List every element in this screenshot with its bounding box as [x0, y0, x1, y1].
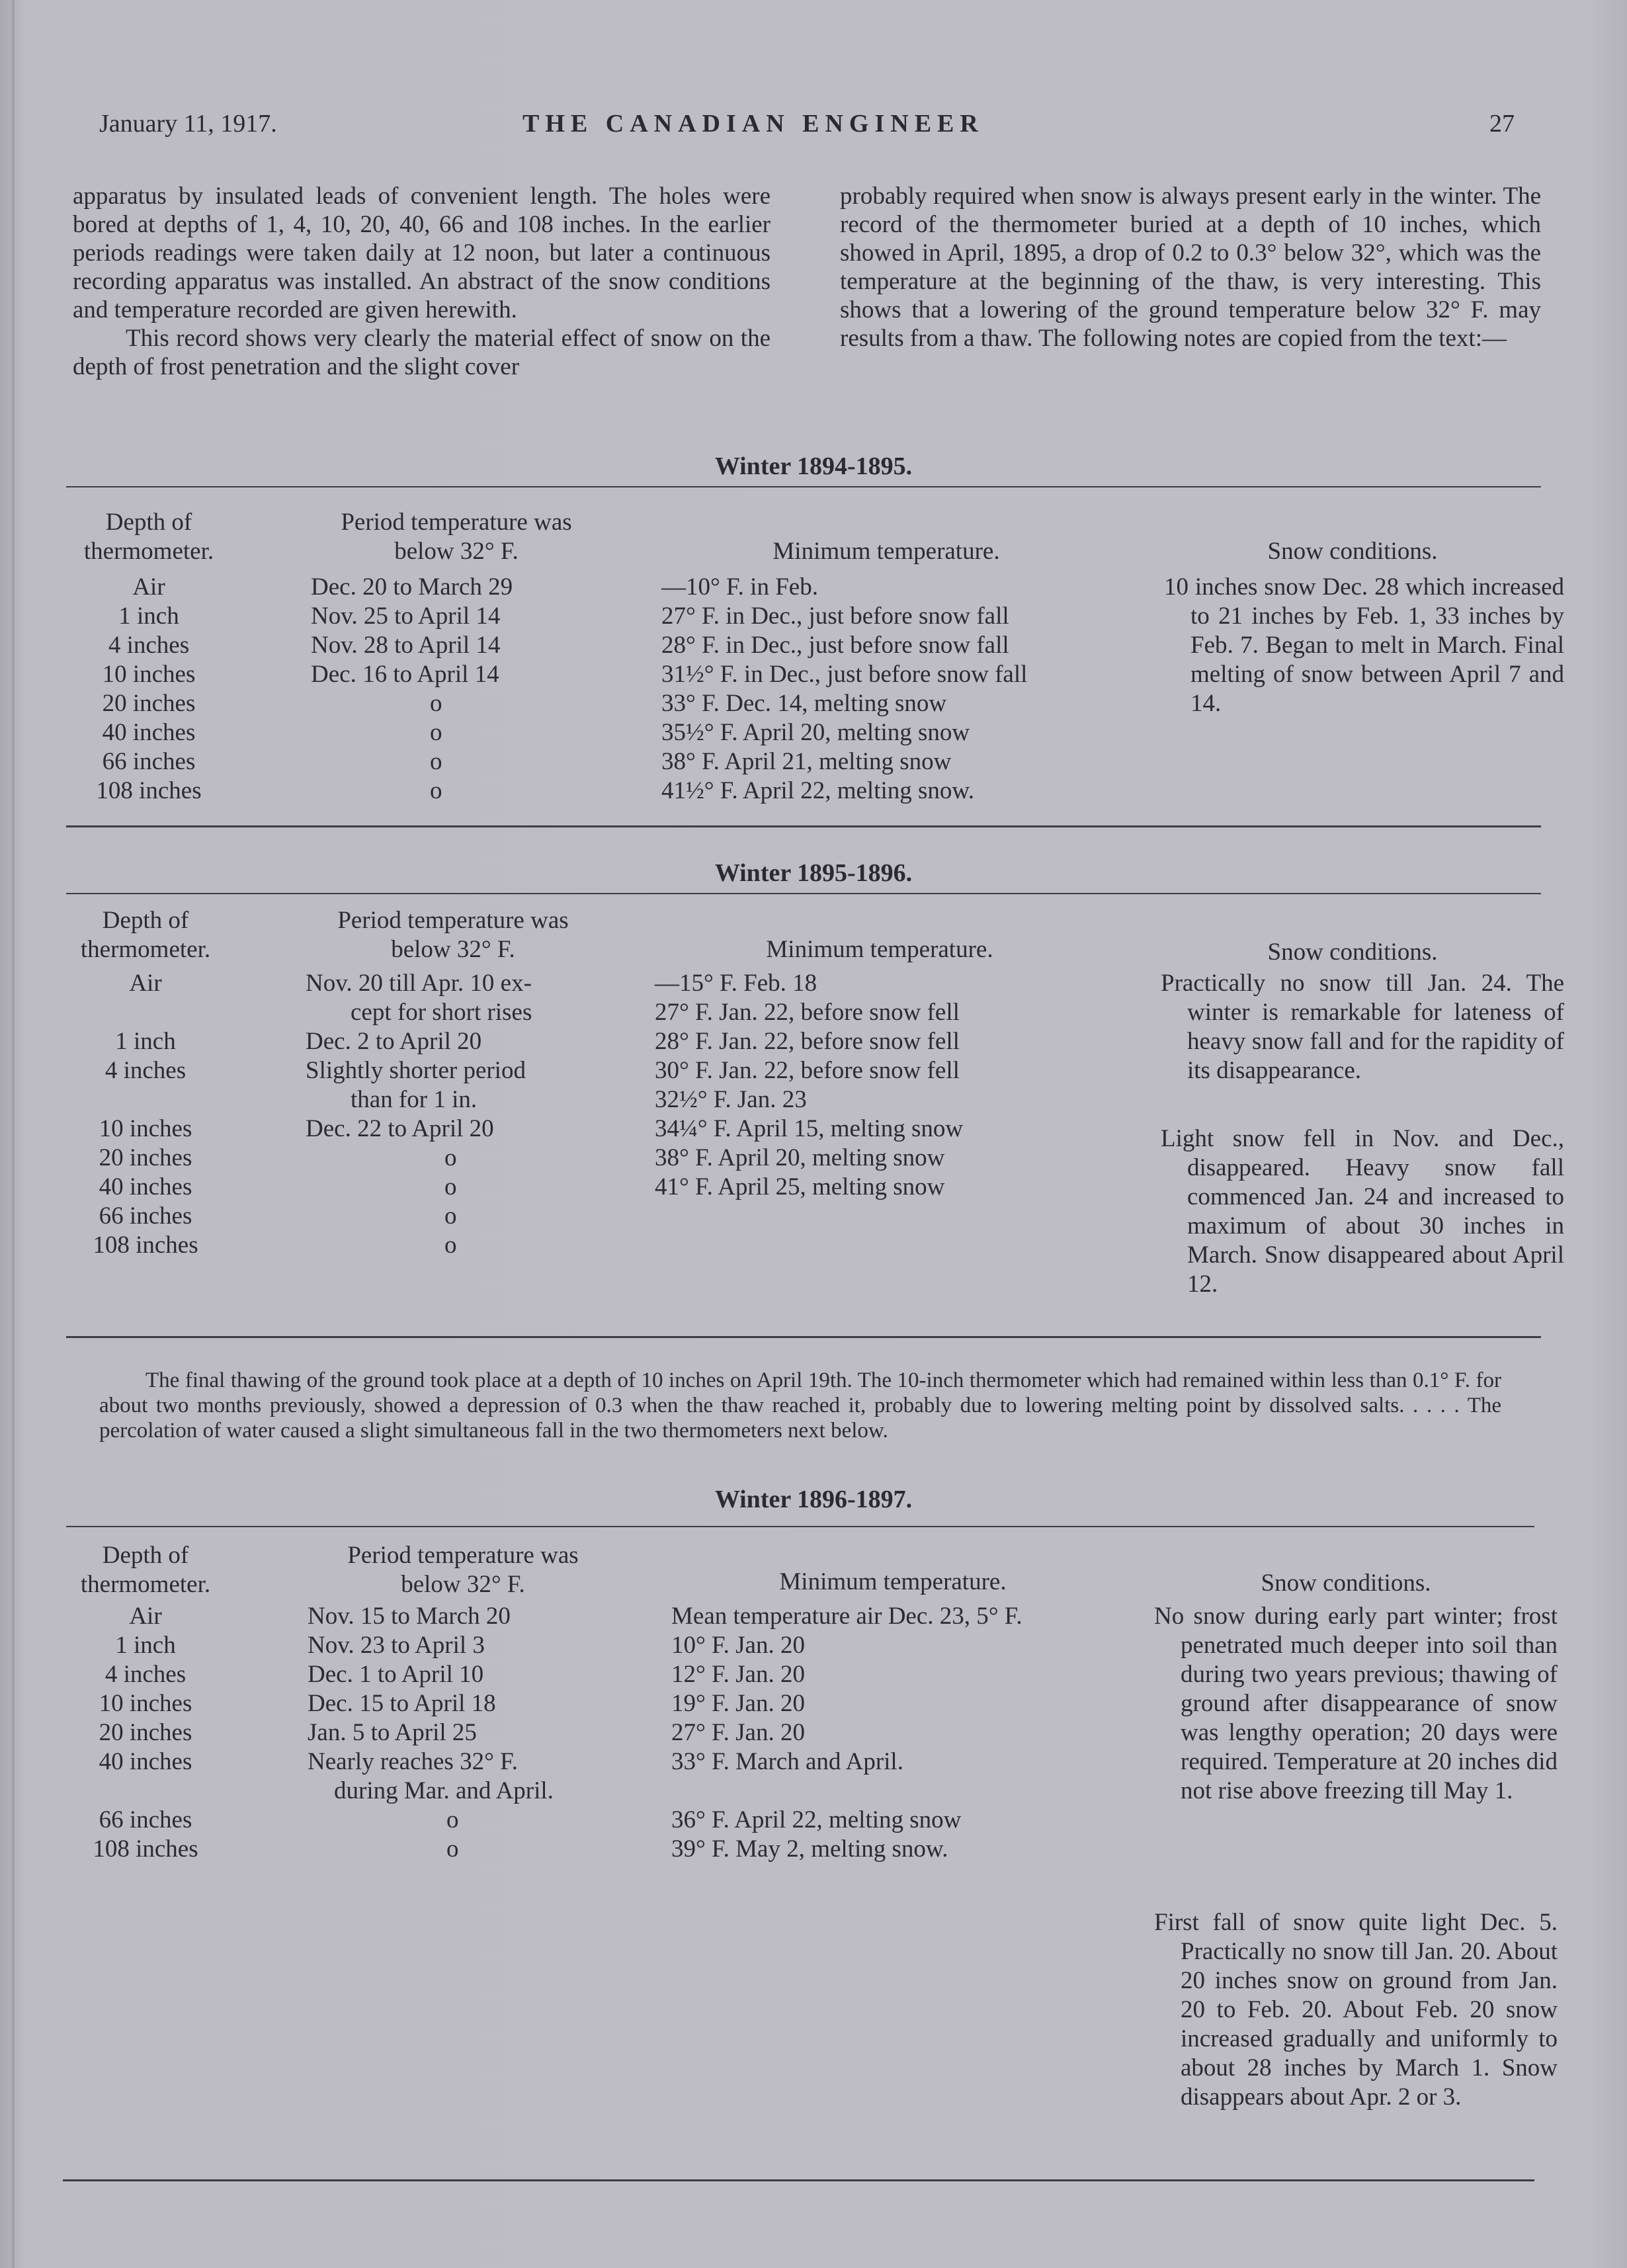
- table-cell: Air: [129, 1603, 162, 1630]
- period-column-1895: [306, 969, 610, 1260]
- table-cell: Dec. 22 to April 20: [306, 1115, 494, 1142]
- rule: [66, 825, 1541, 827]
- snow-conditions-1896-b: First fall of snow quite light Dec. 5. Practically no snow till Jan. 20. About 20 inches snow on ground from Jan. 20 to Feb. 20. About Feb. 20 snow increased gradually and uniformly to about 28 inches by March 1. Snow disappears about Apr. 2 or 3.: [1154, 1909, 1558, 2111]
- table-cell: Dec. 1 to April 10: [308, 1661, 484, 1688]
- table-cell: 30° F. Jan. 22, before snow fell: [655, 1057, 960, 1084]
- table-cell: Nearly reaches 32° F.: [308, 1748, 518, 1775]
- table-cell: 36° F. April 22, melting snow: [671, 1806, 962, 1833]
- header-line: Period temperature was: [341, 509, 572, 536]
- winter-1895-title: Winter 1895-1896.: [714, 859, 913, 887]
- snow-conditions-1895-a: Practically no snow till Jan. 24. The winter is remarkable for lateness of heavy snow fall and for the rapidity of its disappearance.: [1161, 970, 1564, 1084]
- table-cell: Dec. 15 to April 18: [308, 1690, 496, 1717]
- rule: [66, 1336, 1541, 1338]
- intro-right-column: [840, 182, 1541, 353]
- table-cell: o: [444, 1202, 457, 1230]
- minimum-column-1894: [661, 573, 1124, 806]
- depth-column-1894: [69, 573, 228, 806]
- column-header-snow: Snow conditions.: [1261, 1570, 1431, 1597]
- table-cell: 4 inches: [104, 1057, 187, 1084]
- table-cell: than for 1 in.: [351, 1086, 478, 1113]
- table-cell: 35½° F. April 20, melting snow: [661, 719, 970, 746]
- table-cell: 41½° F. April 22, melting snow.: [661, 777, 974, 804]
- table-cell: Nov. 23 to April 3: [308, 1632, 485, 1659]
- table-cell: 20 inches: [99, 1144, 192, 1171]
- journal-title: THE CANADIAN ENGINEER: [522, 110, 984, 138]
- table-cell: o: [446, 1835, 459, 1863]
- column-header-period: [311, 1541, 615, 1599]
- table-cell: 40 inches: [99, 1173, 192, 1200]
- issue-date: January 11, 1917.: [99, 110, 277, 138]
- table-cell: 28° F. Jan. 22, before snow fell: [655, 1028, 960, 1055]
- rule: [63, 2179, 1534, 2181]
- table-cell: Nov. 25 to April 14: [311, 603, 501, 630]
- table-cell: 1 inch: [115, 1028, 176, 1055]
- table-cell: 4 inches: [104, 1661, 187, 1688]
- snow-conditions-1894: 10 inches snow Dec. 28 which increased to 21 inches by Feb. 1, 33 inches by Feb. 7. Began to melt in March. Final melting of snow between April 7 and 14.: [1164, 573, 1564, 717]
- table-cell: o: [444, 1144, 457, 1171]
- winter-1894-title: Winter 1894-1895.: [714, 452, 913, 480]
- column-header-minimum: Minimum temperature.: [766, 936, 993, 963]
- table-cell: 34¼° F. April 15, melting snow: [655, 1115, 964, 1142]
- intro-paragraph: apparatus by insulated leads of convenient length. The holes were bored at depths of 1, 4, 10, 20, 40, 66 and 108 inches. In the earlier periods readings were taken daily at 12 noon, but later a continuous recording apparatus was installed. An abstract of the snow conditions and temperature recorded are given herewith.: [73, 183, 771, 323]
- header-line: Depth of: [102, 1542, 189, 1569]
- intro-paragraph: This record shows very clearly the material effect of snow on the depth of frost penetration and the slight cover: [73, 325, 771, 380]
- header-line: thermometer.: [80, 936, 211, 963]
- table-cell: 10 inches: [99, 1690, 192, 1717]
- depth-column-1896: [63, 1602, 228, 1864]
- table-cell: 20 inches: [99, 1719, 192, 1746]
- column-header-depth: [63, 1541, 228, 1599]
- table-cell: o: [446, 1806, 459, 1833]
- period-column-1896: [308, 1602, 618, 1864]
- thaw-note: The final thawing of the ground took place at a depth of 10 inches on April 19th. The 10-inch thermometer which had remained within less than 0.1° F. for about two months previously, showed a depression of 0.3 when the thaw reached it, probably due to lowering melting point by dissolved salts. . . . . The percolation of water caused a slight simultaneous fall in the two thermometers next below.: [99, 1368, 1501, 1443]
- table-cell: Mean temperature air Dec. 23, 5° F.: [671, 1603, 1022, 1630]
- table-cell: 20 inches: [102, 690, 196, 717]
- table-cell: 32½° F. Jan. 23: [655, 1086, 807, 1113]
- table-cell: 66 inches: [99, 1806, 192, 1833]
- table-cell: Nov. 15 to March 20: [308, 1603, 511, 1630]
- page-edge-shadow: [12, 0, 15, 2268]
- table-cell: o: [430, 777, 442, 804]
- table-cell: o: [444, 1232, 457, 1259]
- table-cell: 1 inch: [118, 603, 179, 630]
- table-cell: Air: [129, 970, 162, 997]
- snow-conditions-1896-a: No snow during early part winter; frost penetrated much deeper into soil than during two years previous; thawing of ground after disappearance of snow was lengthy operation; 20 days were required. Temperature at 20 inches did not rise above freezing till May 1.: [1154, 1603, 1558, 1804]
- intro-paragraph: probably required when snow is always present early in the winter. The record of the thermometer buried at a depth of 10 inches, which showed in April, 1895, a drop of 0.2 to 0.3° below 32°, which was the temperature at the beginning of the thaw, is very interesting. This shows that a lowering of the ground temperature below 32° F. may results from a thaw. The following notes are copied from the text:—: [840, 183, 1541, 352]
- column-header-depth: [69, 508, 228, 566]
- table-cell: 12° F. Jan. 20: [671, 1661, 805, 1688]
- table-cell: 66 inches: [99, 1202, 192, 1230]
- table-cell: 10 inches: [102, 661, 196, 688]
- table-cell: 38° F. April 21, melting snow: [661, 748, 952, 775]
- table-cell: 27° F. Jan. 22, before snow fell: [655, 999, 960, 1026]
- header-line: below 32° F.: [401, 1571, 525, 1598]
- table-cell: 41° F. April 25, melting snow: [655, 1173, 945, 1200]
- table-cell: 108 inches: [96, 777, 202, 804]
- header-line: Depth of: [102, 907, 189, 934]
- table-cell: o: [430, 719, 442, 746]
- table-cell: Dec. 2 to April 20: [306, 1028, 482, 1055]
- header-line: thermometer.: [80, 1571, 211, 1598]
- header-line: Depth of: [105, 509, 192, 536]
- depth-column-1895: [63, 969, 228, 1260]
- table-cell: 108 inches: [93, 1835, 198, 1863]
- period-column-1894: [311, 573, 602, 806]
- table-cell: 27° F. in Dec., just before snow fall: [661, 603, 1009, 630]
- snow-conditions-1895-b: Light snow fell in Nov. and Dec., disappeared. Heavy snow fall commenced Jan. 24 and increased to maximum of about 30 inches in March. Snow disappeared about April 12.: [1161, 1125, 1564, 1298]
- column-header-depth: [63, 906, 228, 964]
- rule: [66, 893, 1541, 894]
- column-header-minimum: Minimum temperature.: [779, 1568, 1007, 1595]
- table-cell: 39° F. May 2, melting snow.: [671, 1835, 948, 1863]
- page-number: 27: [1489, 110, 1515, 138]
- table-cell: 33° F. Dec. 14, melting snow: [661, 690, 947, 717]
- table-cell: 33° F. March and April.: [671, 1748, 903, 1775]
- table-cell: Nov. 28 to April 14: [311, 632, 501, 659]
- table-cell: 28° F. in Dec., just before snow fall: [661, 632, 1009, 659]
- table-cell: Dec. 16 to April 14: [311, 661, 499, 688]
- table-cell: Air: [132, 573, 165, 601]
- header-line: Period temperature was: [337, 907, 569, 934]
- table-cell: cept for short rises: [351, 999, 532, 1026]
- header-line: thermometer.: [83, 538, 214, 565]
- table-cell: —15° F. Feb. 18: [655, 970, 817, 997]
- winter-1896-title: Winter 1896-1897.: [714, 1486, 913, 1513]
- table-cell: Slightly shorter period: [306, 1057, 526, 1084]
- header-line: Period temperature was: [347, 1542, 579, 1569]
- table-cell: Jan. 5 to April 25: [308, 1719, 477, 1746]
- table-cell: 40 inches: [99, 1748, 192, 1775]
- table-cell: 10° F. Jan. 20: [671, 1632, 805, 1659]
- column-header-snow: Snow conditions.: [1267, 939, 1438, 966]
- table-cell: 4 inches: [108, 632, 190, 659]
- table-cell: 1 inch: [115, 1632, 176, 1659]
- table-cell: Dec. 20 to March 29: [311, 573, 513, 601]
- minimum-column-1895: [655, 969, 1118, 1202]
- table-cell: 10 inches: [99, 1115, 192, 1142]
- rule: [66, 1526, 1534, 1527]
- column-header-snow: Snow conditions.: [1267, 538, 1438, 565]
- column-header-minimum: Minimum temperature.: [772, 538, 1000, 565]
- table-cell: during Mar. and April.: [334, 1777, 554, 1804]
- header-line: below 32° F.: [391, 936, 515, 963]
- column-header-period: [304, 906, 602, 964]
- table-cell: 19° F. Jan. 20: [671, 1690, 805, 1717]
- column-header-period: [308, 508, 605, 566]
- table-cell: o: [444, 1173, 457, 1200]
- intro-left-column: [73, 182, 771, 381]
- minimum-column-1896: [671, 1602, 1134, 1864]
- table-cell: 40 inches: [102, 719, 196, 746]
- header-line: below 32° F.: [394, 538, 519, 565]
- table-cell: 27° F. Jan. 20: [671, 1719, 805, 1746]
- rule: [66, 486, 1541, 487]
- running-header: [99, 109, 1515, 149]
- table-cell: 31½° F. in Dec., just before snow fall: [661, 661, 1028, 688]
- table-cell: 66 inches: [102, 748, 196, 775]
- table-cell: 108 inches: [93, 1232, 198, 1259]
- table-cell: Nov. 20 till Apr. 10 ex-: [306, 970, 532, 997]
- table-cell: —10° F. in Feb.: [661, 573, 818, 601]
- table-cell: 38° F. April 20, melting snow: [655, 1144, 945, 1171]
- table-cell: o: [430, 690, 442, 717]
- table-cell: o: [430, 748, 442, 775]
